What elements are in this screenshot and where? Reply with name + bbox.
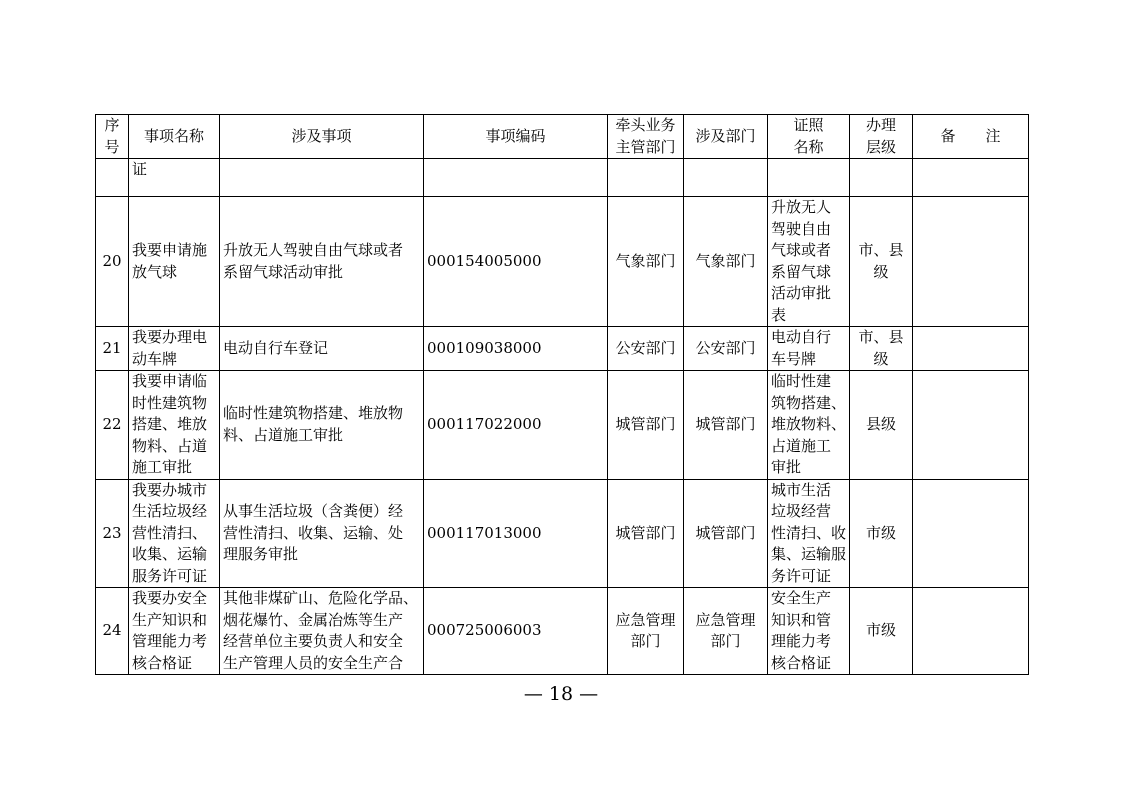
cell-involved-items: 临时性建筑物搭建、堆放物 料、占道施工审批	[220, 371, 424, 480]
cell-lead-department: 气象部门	[608, 197, 684, 327]
table-row	[96, 197, 1029, 327]
cell-remarks	[913, 327, 1029, 371]
cell-no: 21	[96, 327, 129, 371]
cell-involved-items	[220, 159, 424, 197]
table-header-row	[96, 115, 1029, 159]
header-remarks: 备 注	[913, 115, 1029, 159]
header-license-name: 证照 名称	[768, 115, 850, 159]
cell-item-name: 证	[129, 159, 220, 197]
cell-involved-departments	[684, 159, 768, 197]
page-number: — 18 —	[523, 683, 599, 705]
cell-no: 22	[96, 371, 129, 480]
cell-item-name: 我要申请施 放气球	[129, 197, 220, 327]
cell-level	[850, 159, 913, 197]
cell-license-name: 电动自行 车号牌	[768, 327, 850, 371]
cell-involved-departments: 城管部门	[684, 479, 768, 588]
cell-item-code: 000117022000	[424, 371, 608, 480]
cell-license-name: 临时性建 筑物搭建、 堆放物料、 占道施工 审批	[768, 371, 850, 480]
cell-lead-department: 城管部门	[608, 371, 684, 480]
table-row	[96, 327, 1029, 371]
cell-no	[96, 159, 129, 197]
header-involved-departments: 涉及部门	[684, 115, 768, 159]
table-row	[96, 159, 1029, 197]
header-item-code: 事项编码	[424, 115, 608, 159]
cell-remarks	[913, 197, 1029, 327]
cell-level: 市级	[850, 588, 913, 675]
cell-no: 20	[96, 197, 129, 327]
cell-involved-departments: 应急管理 部门	[684, 588, 768, 675]
cell-item-code: 000109038000	[424, 327, 608, 371]
cell-level: 市、县 级	[850, 327, 913, 371]
cell-item-name: 我要办理电 动车牌	[129, 327, 220, 371]
cell-involved-departments: 气象部门	[684, 197, 768, 327]
cell-item-name: 我要办城市 生活垃圾经 营性清扫、 收集、运输 服务许可证	[129, 479, 220, 588]
cell-no: 23	[96, 479, 129, 588]
cell-lead-department: 公安部门	[608, 327, 684, 371]
cell-involved-departments: 公安部门	[684, 327, 768, 371]
header-involved-items: 涉及事项	[220, 115, 424, 159]
document-table	[95, 114, 1029, 675]
cell-involved-items: 从事生活垃圾（含粪便）经 营性清扫、收集、运输、处 理服务审批	[220, 479, 424, 588]
table-row	[96, 588, 1029, 675]
cell-license-name: 升放无人 驾驶自由 气球或者 系留气球 活动审批 表	[768, 197, 850, 327]
cell-item-name: 我要申请临 时性建筑物 搭建、堆放 物料、占道 施工审批	[129, 371, 220, 480]
cell-item-code: 000725006003	[424, 588, 608, 675]
header-item-name: 事项名称	[129, 115, 220, 159]
cell-remarks	[913, 371, 1029, 480]
cell-item-code	[424, 159, 608, 197]
cell-involved-items: 电动自行车登记	[220, 327, 424, 371]
cell-item-name: 我要办安全 生产知识和 管理能力考 核合格证	[129, 588, 220, 675]
cell-level: 市、县 级	[850, 197, 913, 327]
cell-license-name: 安全生产 知识和管 理能力考 核合格证	[768, 588, 850, 675]
cell-involved-departments: 城管部门	[684, 371, 768, 480]
header-level: 办理 层级	[850, 115, 913, 159]
cell-level: 市级	[850, 479, 913, 588]
cell-item-code: 000154005000	[424, 197, 608, 327]
cell-lead-department: 城管部门	[608, 479, 684, 588]
cell-remarks	[913, 479, 1029, 588]
cell-level: 县级	[850, 371, 913, 480]
header-lead-department: 牵头业务 主管部门	[608, 115, 684, 159]
table-row	[96, 479, 1029, 588]
cell-remarks	[913, 159, 1029, 197]
cell-lead-department	[608, 159, 684, 197]
cell-license-name	[768, 159, 850, 197]
header-no: 序 号	[96, 115, 129, 159]
cell-remarks	[913, 588, 1029, 675]
cell-lead-department: 应急管理 部门	[608, 588, 684, 675]
cell-item-code: 000117013000	[424, 479, 608, 588]
table-row	[96, 371, 1029, 480]
cell-involved-items: 其他非煤矿山、危险化学品、 烟花爆竹、金属冶炼等生产 经营单位主要负责人和安全 生产管理人员的安全生产合	[220, 588, 424, 675]
cell-no: 24	[96, 588, 129, 675]
cell-license-name: 城市生活 垃圾经营 性清扫、收 集、运输服 务许可证	[768, 479, 850, 588]
cell-involved-items: 升放无人驾驶自由气球或者 系留气球活动审批	[220, 197, 424, 327]
